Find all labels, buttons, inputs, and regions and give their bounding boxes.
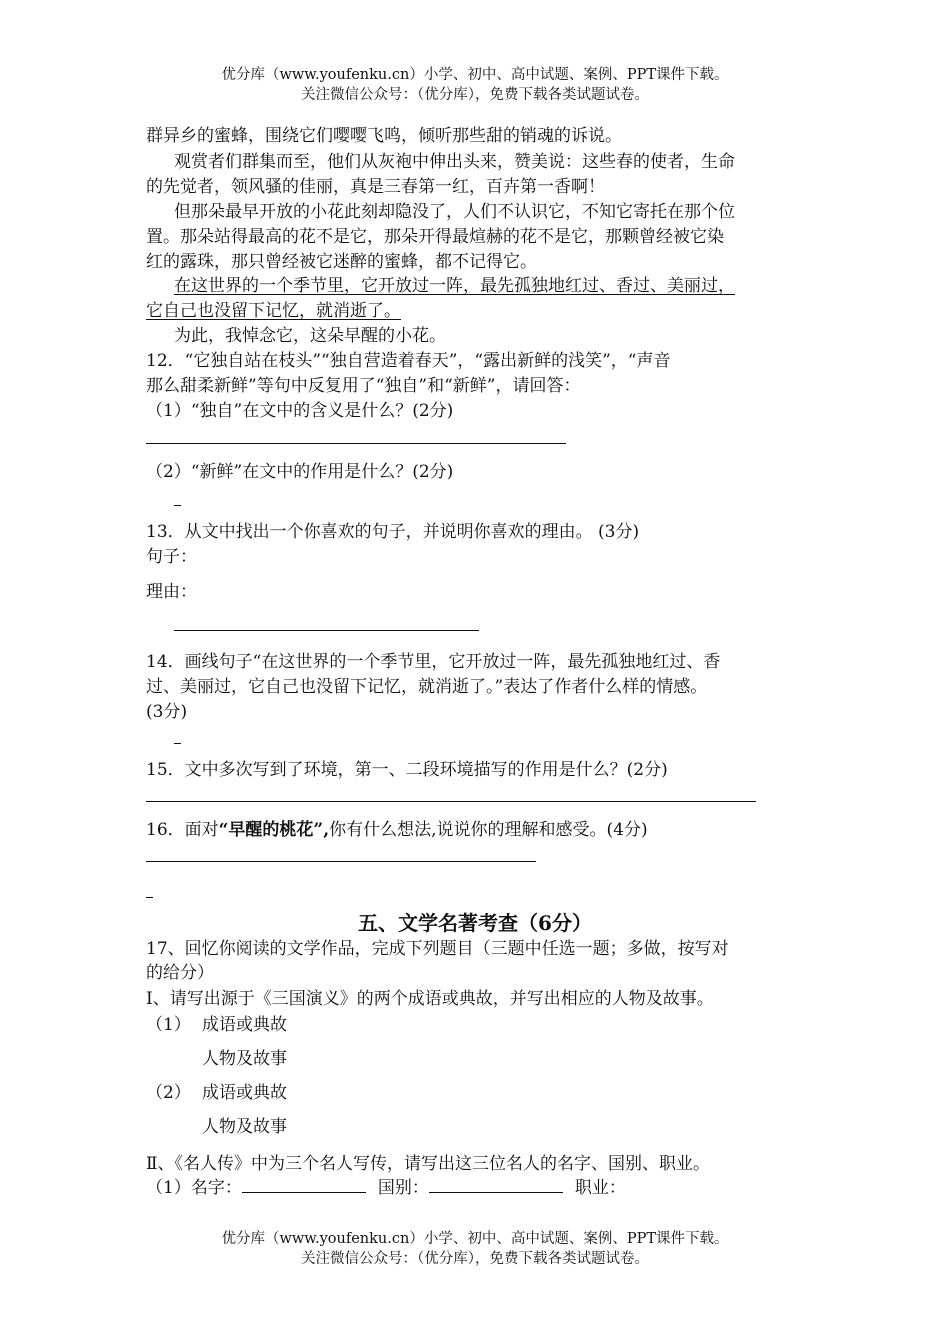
question-16-suffix: 你有什么想法,说说你的理解和感受。(4分) — [329, 820, 648, 840]
option-1-item-1-idiom-label: 成语或典故 — [202, 1015, 287, 1035]
passage-paragraph-3-line-1: 但那朵最早开放的小花此刻却隐没了，人们不认识它，不知它寄托在那个位 — [174, 202, 735, 222]
option-2-name-label: （1）名字： — [146, 1178, 242, 1198]
question-12-part-2: （2）“新鲜”在文中的作用是什么？(2分) — [146, 462, 454, 482]
option-2-intro: Ⅱ、《名人传》中为三个名人写传，请写出这三位名人的名字、国别、职业。 — [146, 1154, 711, 1174]
passage-paragraph-1: 群异乡的蜜蜂，围绕它们嘤嘤飞鸣，倾听那些甜的销魂的诉说。 — [146, 126, 622, 146]
option-1-item-2-number: （2） — [146, 1083, 191, 1103]
question-12-line-2: 那么甜柔新鲜”等句中反复用了“独自”和“新鲜”，请回答： — [146, 376, 581, 396]
country-blank[interactable] — [429, 1192, 563, 1193]
passage-paragraph-3-line-2: 置。那朵站得最高的花不是它，那朵开得最煊赫的花不是它，那颗曾经被它染 — [146, 227, 724, 247]
passage-paragraph-3-line-3: 红的露珠，那只曾经被它迷醉的蜜蜂，都不记得它。 — [146, 252, 537, 272]
answer-mark-16[interactable] — [146, 897, 153, 898]
question-14-line-3: (3分) — [146, 702, 188, 722]
footer-line-1: 优分库（www.youfenku.cn）小学、初中、高中试题、案例、PPT课件下载。 — [221, 1231, 729, 1247]
question-16 — [146, 818, 648, 842]
passage-paragraph-5: 为此，我悼念它，这朵早醒的小花。 — [174, 326, 446, 346]
question-12-line-1: 12．“它独自站在枝头”“独自营造着春天”，“露出新鲜的浅笑”，“声音 — [146, 351, 671, 371]
header-line-1: 优分库（www.youfenku.cn）小学、初中、高中试题、案例、PPT课件下载。 — [221, 67, 729, 83]
option-1-item-2-story-label: 人物及故事 — [202, 1117, 287, 1137]
answer-line-12-1[interactable] — [146, 443, 566, 444]
footer-line-2: 关注微信公众号：（优分库），免费下载各类试题试卷。 — [301, 1251, 649, 1267]
answer-mark-14[interactable] — [174, 743, 181, 744]
question-12-part-1: （1）“独自”在文中的含义是什么？(2分) — [146, 401, 454, 421]
name-blank[interactable] — [242, 1192, 366, 1193]
section-5-title: 五、文学名著考查（6分） — [358, 911, 592, 935]
question-16-emphasis: “早醒的桃花”, — [218, 820, 330, 840]
passage-paragraph-2-line-2: 的先觉者，领风骚的佳丽，真是三春第一红，百卉第一香啊！ — [146, 177, 605, 197]
question-14-line-2: 过、美丽过，它自己也没留下记忆，就消逝了。”表达了作者什么样的情感。 — [146, 677, 708, 697]
underlined-sentence-line-2: 它自己也没留下记忆，就消逝了。 — [146, 301, 401, 321]
underlined-sentence-line-1: 在这世界的一个季节里，它开放过一阵，最先孤独地红过、香过、美丽过， — [174, 276, 735, 296]
question-13-reason-label: 理由： — [146, 582, 197, 602]
question-17-line-1: 17、回忆你阅读的文学作品，完成下列题目（三题中任选一题；多做，按写对 — [146, 939, 729, 959]
question-14-line-1: 14．画线句子“在这世界的一个季节里，它开放过一阵，最先孤独地红过、香 — [146, 652, 721, 672]
question-16-prefix: 16．面对 — [146, 820, 219, 840]
option-2-country-label: 国别： — [377, 1178, 429, 1198]
answer-line-16[interactable] — [146, 861, 536, 862]
option-1-item-2-idiom-label: 成语或典故 — [202, 1083, 287, 1103]
question-13: 13．从文中找出一个你喜欢的句子，并说明你喜欢的理由。 (3分) — [146, 522, 640, 542]
header-line-2: 关注微信公众号：（优分库），免费下载各类试题试卷。 — [301, 87, 649, 103]
answer-line-13[interactable] — [174, 630, 479, 631]
question-15: 15．文中多次写到了环境，第一、二段环境描写的作用是什么？(2分) — [146, 760, 668, 780]
option-2-job-label: 职业： — [574, 1178, 626, 1198]
passage-paragraph-2-line-1: 观赏者们群集而至，他们从灰袍中伸出头来，赞美说：这些春的使者，生命 — [174, 152, 735, 172]
answer-mark-12-2[interactable] — [174, 505, 181, 506]
answer-line-15[interactable] — [146, 801, 756, 802]
option-1-intro: Ⅰ、请写出源于《三国演义》的两个成语或典故，并写出相应的人物及故事。 — [146, 989, 714, 1009]
option-2-item-1 — [146, 1176, 626, 1200]
option-1-item-1-story-label: 人物及故事 — [202, 1049, 287, 1069]
option-1-item-1-number: （1） — [146, 1015, 191, 1035]
question-13-sentence-label: 句子： — [146, 547, 197, 567]
question-17-line-2: 的给分） — [146, 963, 214, 983]
